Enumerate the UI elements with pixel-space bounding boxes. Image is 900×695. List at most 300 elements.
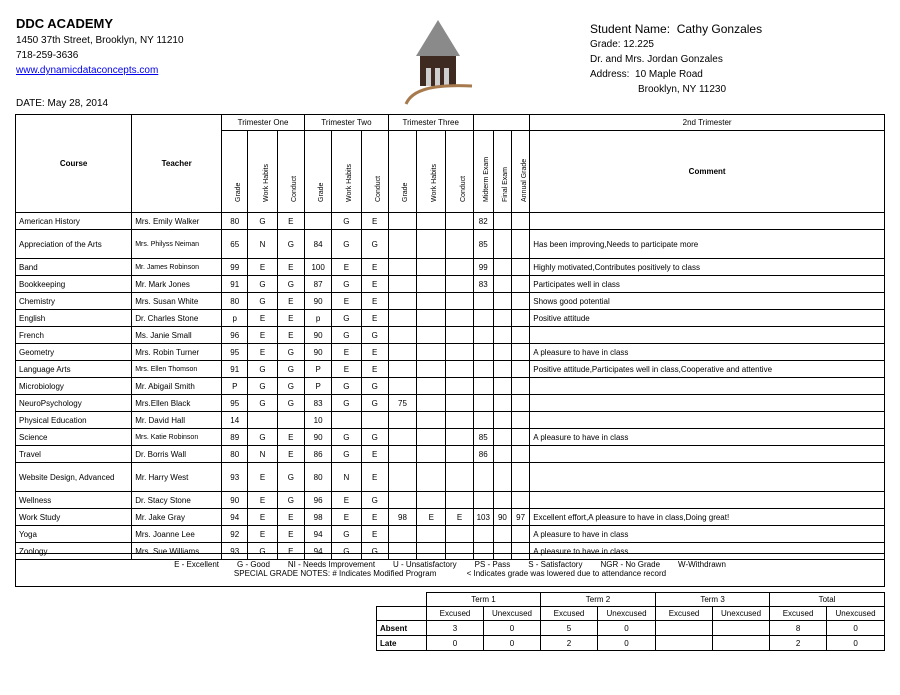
school-website-link[interactable]: www.dynamicdataconcepts.com <box>16 65 159 76</box>
course-cell: NeuroPsychology <box>16 395 132 412</box>
grade-cell-t3g <box>388 429 416 446</box>
attendance-row <box>377 636 885 651</box>
grade-cell-t3g <box>388 378 416 395</box>
grade-cell-ann <box>512 344 530 361</box>
table-row <box>16 492 885 509</box>
grade-cell-t3g <box>388 446 416 463</box>
grade-cell-t2c: E <box>361 259 388 276</box>
header-trimester-one: Trimester One <box>222 115 305 131</box>
grade-cell-t3g <box>388 230 416 259</box>
grade-cell-t1w: G <box>248 293 277 310</box>
grade-cell-t3c <box>446 213 473 230</box>
grade-cell-t3c <box>446 310 473 327</box>
grade-cell-t3g <box>388 327 416 344</box>
comment-cell <box>530 446 885 463</box>
grade-cell-t1w: E <box>248 463 277 492</box>
logo-ground-icon <box>406 86 472 104</box>
teacher-cell: Mr. Jake Gray <box>132 509 222 526</box>
grade-cell-t1c: E <box>277 327 304 344</box>
teacher-cell: Dr. Stacy Stone <box>132 492 222 509</box>
grade-cell-t1g: 93 <box>222 463 248 492</box>
course-cell: Work Study <box>16 509 132 526</box>
grade-cell-t1c: E <box>277 310 304 327</box>
grade-cell-t2c: E <box>361 213 388 230</box>
grade-cell-t2c: E <box>361 310 388 327</box>
grade-cell-t1c: E <box>277 509 304 526</box>
grade-cell-mid <box>473 361 493 378</box>
grade-cell-t1c: E <box>277 526 304 543</box>
grade-cell-t3c <box>446 463 473 492</box>
attendance-cell <box>713 621 770 636</box>
comment-cell <box>530 327 885 344</box>
grade-cell-t3w <box>417 429 446 446</box>
grade-cell-t2g: 90 <box>304 344 331 361</box>
grade-cell-mid <box>473 412 493 429</box>
course-cell: English <box>16 310 132 327</box>
grade-cell-t2c: G <box>361 395 388 412</box>
grade-cell-t2w: G <box>332 446 361 463</box>
grade-cell-fin <box>493 327 511 344</box>
grade-cell-fin <box>493 230 511 259</box>
term-1-header: Term 1 <box>427 593 541 607</box>
teacher-cell: Mr. Mark Jones <box>132 276 222 293</box>
teacher-cell: Mr. Abigail Smith <box>132 378 222 395</box>
grade-cell-fin <box>493 446 511 463</box>
student-address-line2: Brooklyn, NY 11230 <box>638 84 727 95</box>
attendance-cell: 3 <box>427 621 484 636</box>
grade-cell-t2w: G <box>332 230 361 259</box>
grade-cell-t3w <box>417 276 446 293</box>
grade-cell-t1w: G <box>248 378 277 395</box>
comment-cell <box>530 378 885 395</box>
legend-lowered-note: < Indicates grade was lowered due to attendance record <box>466 569 667 578</box>
grade-cell-ann <box>512 276 530 293</box>
term-3-header: Term 3 <box>656 593 770 607</box>
school-address: 1450 37th Street, Brooklyn, NY 11210 <box>16 35 184 46</box>
teacher-cell: Mrs. Ellen Thomson <box>132 361 222 378</box>
comment-cell: Shows good potential <box>530 293 885 310</box>
grade-cell-t2w: G <box>332 213 361 230</box>
course-cell: French <box>16 327 132 344</box>
grade-cell-mid <box>473 378 493 395</box>
grade-cell-t3g <box>388 526 416 543</box>
comment-cell: Positive attitude,Participates well in class,Cooperative and attentive <box>530 361 885 378</box>
grade-cell-t3c <box>446 395 473 412</box>
attendance-cell: 2 <box>770 636 827 651</box>
grade-cell-t2c: G <box>361 378 388 395</box>
grade-cell-t2w: G <box>332 395 361 412</box>
table-row <box>16 213 885 230</box>
grade-cell-t2w: G <box>332 378 361 395</box>
teacher-cell: Mrs. Sue Williams <box>132 543 222 560</box>
grade-cell-mid: 99 <box>473 259 493 276</box>
school-logo <box>402 18 474 108</box>
grade-cell-mid: 103 <box>473 509 493 526</box>
grade-cell-t2c: G <box>361 492 388 509</box>
course-cell: Travel <box>16 446 132 463</box>
grade-cell-t3c <box>446 378 473 395</box>
grade-cell-t1w: N <box>248 446 277 463</box>
grade-cell-t1w: G <box>248 429 277 446</box>
grade-cell-fin <box>493 259 511 276</box>
grade-cell-t3c <box>446 526 473 543</box>
table-row <box>16 412 885 429</box>
grade-cell-t2g: 90 <box>304 429 331 446</box>
teacher-cell: Mr. Harry West <box>132 463 222 492</box>
grade-cell-mid <box>473 492 493 509</box>
grade-cell-ann <box>512 429 530 446</box>
grade-cell-t2w: G <box>332 543 361 560</box>
grade-cell-ann <box>512 463 530 492</box>
grade-cell-t1w: E <box>248 344 277 361</box>
grade-cell-t1w: E <box>248 492 277 509</box>
grade-cell-t2g <box>304 213 331 230</box>
grade-cell-ann <box>512 213 530 230</box>
student-parents: Dr. and Mrs. Jordan Gonzales <box>590 54 723 65</box>
school-name: DDC ACADEMY <box>16 16 114 31</box>
grade-cell-t3w <box>417 293 446 310</box>
header-comment: Comment <box>530 131 885 213</box>
grade-cell-fin <box>493 213 511 230</box>
legend-item: U - Unsatisfactory <box>393 560 457 569</box>
header-t1-grade: Grade <box>222 131 248 213</box>
grade-cell-t2w: G <box>332 526 361 543</box>
table-row <box>16 463 885 492</box>
course-cell: Wellness <box>16 492 132 509</box>
attendance-cell: 0 <box>598 636 656 651</box>
grade-cell-t1g: 91 <box>222 361 248 378</box>
grade-cell-t2c <box>361 412 388 429</box>
grade-cell-t2g: 83 <box>304 395 331 412</box>
grade-cell-t2c: E <box>361 293 388 310</box>
grade-cell-t2w: N <box>332 463 361 492</box>
attendance-row-label: Absent <box>377 621 427 636</box>
teacher-cell: Mrs. Susan White <box>132 293 222 310</box>
grade-cell-t3c <box>446 327 473 344</box>
grade-cell-t1g: 96 <box>222 327 248 344</box>
total-header: Total <box>770 593 885 607</box>
grade-cell-fin: 90 <box>493 509 511 526</box>
grade-cell-fin <box>493 344 511 361</box>
grade-cell-t1c: G <box>277 276 304 293</box>
grade-cell-t1g: P <box>222 378 248 395</box>
attendance-cell: 8 <box>770 621 827 636</box>
grade-cell-t3w <box>417 463 446 492</box>
comment-cell <box>530 213 885 230</box>
grade-cell-ann <box>512 361 530 378</box>
grade-cell-t1c: E <box>277 293 304 310</box>
grade-cell-fin <box>493 526 511 543</box>
grade-cell-t1w <box>248 412 277 429</box>
grade-cell-t3c: E <box>446 509 473 526</box>
grade-cell-t2c: E <box>361 509 388 526</box>
grades-table <box>15 114 885 560</box>
grade-cell-t2g: 94 <box>304 543 331 560</box>
legend-special-notes: SPECIAL GRADE NOTES: # Indicates Modified Program <box>233 569 437 578</box>
comment-cell: Has been improving,Needs to participate more <box>530 230 885 259</box>
course-cell: Website Design, Advanced <box>16 463 132 492</box>
course-cell: Physical Education <box>16 412 132 429</box>
attendance-cell <box>656 621 713 636</box>
grade-cell-t1g: 89 <box>222 429 248 446</box>
attendance-cell: 0 <box>827 621 885 636</box>
grade-cell-t2w: G <box>332 429 361 446</box>
grade-cell-t1w: E <box>248 327 277 344</box>
comment-cell: Highly motivated,Contributes positively to class <box>530 259 885 276</box>
grade-cell-t1c: G <box>277 361 304 378</box>
grade-cell-t1c: G <box>277 230 304 259</box>
student-info <box>590 22 762 97</box>
grade-cell-t3g <box>388 259 416 276</box>
table-row <box>16 429 885 446</box>
grade-cell-t3c <box>446 276 473 293</box>
grade-cell-mid <box>473 344 493 361</box>
grade-cell-ann <box>512 526 530 543</box>
grade-cell-ann <box>512 446 530 463</box>
grade-cell-t2w: G <box>332 276 361 293</box>
excused-header: Excused <box>427 607 484 621</box>
logo-roof-icon <box>416 20 460 56</box>
grade-cell-t3g <box>388 293 416 310</box>
attendance-cell: 0 <box>484 636 541 651</box>
table-row <box>16 509 885 526</box>
teacher-cell: Mrs. Joanne Lee <box>132 526 222 543</box>
grade-cell-t1g: 80 <box>222 446 248 463</box>
grade-cell-t1g: 99 <box>222 259 248 276</box>
comment-cell: A pleasure to have in class <box>530 543 885 560</box>
grade-cell-t1w: E <box>248 259 277 276</box>
header-t3-grade: Grade <box>388 131 416 213</box>
grade-cell-t3g <box>388 213 416 230</box>
course-cell: Band <box>16 259 132 276</box>
grade-cell-t2c: E <box>361 344 388 361</box>
grade-cell-fin <box>493 492 511 509</box>
header-teacher: Teacher <box>132 115 222 213</box>
grade-cell-t3g <box>388 276 416 293</box>
attendance-cell <box>713 636 770 651</box>
header-course: Course <box>16 115 132 213</box>
grade-cell-t3w <box>417 446 446 463</box>
unexcused-header: Unexcused <box>713 607 770 621</box>
grade-cell-t2c: E <box>361 446 388 463</box>
grade-cell-t3w <box>417 344 446 361</box>
attendance-cell: 2 <box>541 636 598 651</box>
course-cell: Science <box>16 429 132 446</box>
table-row <box>16 446 885 463</box>
grade-cell-t3g: 75 <box>388 395 416 412</box>
legend-item: NI - Needs Improvement <box>287 560 376 569</box>
grade-cell-t2g: p <box>304 310 331 327</box>
grade-cell-t2w <box>332 412 361 429</box>
course-cell: Appreciation of the Arts <box>16 230 132 259</box>
grade-cell-t2c: E <box>361 276 388 293</box>
legend-item: W-Withdrawn <box>678 560 726 569</box>
grade-cell-t2w: E <box>332 293 361 310</box>
grade-cell-t1c: E <box>277 259 304 276</box>
grade-cell-fin <box>493 412 511 429</box>
grade-cell-t1w: G <box>248 213 277 230</box>
grade-cell-t3w <box>417 395 446 412</box>
header-t3-conduct: Conduct <box>446 131 473 213</box>
grade-cell-t2w: E <box>332 361 361 378</box>
grade-cell-t2g: 94 <box>304 526 331 543</box>
grade-cell-t1w: G <box>248 543 277 560</box>
grade-legend <box>15 553 885 587</box>
grade-cell-t1c: G <box>277 492 304 509</box>
grade-cell-ann <box>512 259 530 276</box>
grade-cell-t2w: E <box>332 509 361 526</box>
grade-cell-t3w <box>417 378 446 395</box>
table-row <box>16 327 885 344</box>
grade-cell-t2c: G <box>361 230 388 259</box>
grade-cell-t3w <box>417 213 446 230</box>
grade-cell-t3g <box>388 412 416 429</box>
legend-item: E - Excellent <box>174 560 219 569</box>
grade-cell-t2g: 10 <box>304 412 331 429</box>
grade-cell-t3c <box>446 259 473 276</box>
comment-cell: A pleasure to have in class <box>530 344 885 361</box>
grade-cell-t1c: G <box>277 395 304 412</box>
grade-cell-t3w <box>417 327 446 344</box>
grade-cell-t1g: 94 <box>222 509 248 526</box>
grade-cell-t3w <box>417 259 446 276</box>
teacher-cell: Mr. David Hall <box>132 412 222 429</box>
attendance-row-label: Late <box>377 636 427 651</box>
course-cell: Zoology <box>16 543 132 560</box>
grade-cell-t1c: E <box>277 446 304 463</box>
comment-cell: A pleasure to have in class <box>530 526 885 543</box>
grade-cell-mid: 85 <box>473 429 493 446</box>
grade-cell-t1g: 95 <box>222 395 248 412</box>
grade-cell-t3c <box>446 293 473 310</box>
grade-cell-t3g <box>388 492 416 509</box>
attendance-cell: 0 <box>598 621 656 636</box>
attendance-table <box>376 592 885 651</box>
comment-cell: Positive attitude <box>530 310 885 327</box>
header-annual-grade: Annual Grade <box>512 131 530 213</box>
grade-cell-ann <box>512 378 530 395</box>
grade-cell-t2g: 90 <box>304 327 331 344</box>
grade-cell-fin <box>493 463 511 492</box>
grade-cell-ann <box>512 327 530 344</box>
grade-cell-ann <box>512 492 530 509</box>
grade-cell-t2g: P <box>304 361 331 378</box>
header-final-exam: Final Exam <box>493 131 511 213</box>
grade-cell-t2g: 86 <box>304 446 331 463</box>
student-name-label: Student Name: <box>590 22 671 36</box>
grade-cell-t2c: G <box>361 543 388 560</box>
grade-cell-t3c <box>446 446 473 463</box>
grade-cell-t2g: 87 <box>304 276 331 293</box>
grade-cell-t3g <box>388 361 416 378</box>
grade-cell-t1c: E <box>277 213 304 230</box>
school-info <box>16 16 184 78</box>
student-grade: Grade: 12.225 <box>590 39 654 50</box>
comment-cell <box>530 412 885 429</box>
attendance-cell: 0 <box>484 621 541 636</box>
unexcused-header: Unexcused <box>484 607 541 621</box>
school-phone: 718-259-3636 <box>16 50 79 61</box>
grade-cell-t1g: p <box>222 310 248 327</box>
grade-cell-t2w: G <box>332 310 361 327</box>
grade-cell-t3w <box>417 230 446 259</box>
grade-cell-mid <box>473 395 493 412</box>
grade-cell-t1g: 93 <box>222 543 248 560</box>
grade-cell-t2w: G <box>332 327 361 344</box>
grade-cell-t1c: G <box>277 344 304 361</box>
unexcused-header: Unexcused <box>598 607 656 621</box>
attendance-cell: 5 <box>541 621 598 636</box>
grade-cell-t1w: G <box>248 395 277 412</box>
course-cell: Language Arts <box>16 361 132 378</box>
grade-cell-mid: 85 <box>473 230 493 259</box>
excused-header: Excused <box>770 607 827 621</box>
grade-cell-t1g: 91 <box>222 276 248 293</box>
header-t1-conduct: Conduct <box>277 131 304 213</box>
grade-cell-t2g: 80 <box>304 463 331 492</box>
attendance-cell <box>656 636 713 651</box>
table-row <box>16 230 885 259</box>
header-t1-work-habits: Work Habits <box>248 131 277 213</box>
teacher-cell: Mrs.Ellen Black <box>132 395 222 412</box>
grade-cell-t1g: 90 <box>222 492 248 509</box>
comment-cell: A pleasure to have in class <box>530 429 885 446</box>
grade-cell-ann <box>512 310 530 327</box>
header-trimester-two: Trimester Two <box>304 115 388 131</box>
grade-cell-t2g: 90 <box>304 293 331 310</box>
legend-item: G - Good <box>237 560 270 569</box>
teacher-cell: Mrs. Robin Turner <box>132 344 222 361</box>
teacher-cell: Mr. James Robinson <box>132 259 222 276</box>
grade-cell-ann <box>512 230 530 259</box>
teacher-cell: Mrs. Katie Robinson <box>132 429 222 446</box>
grade-cell-fin <box>493 310 511 327</box>
grade-cell-t3c <box>446 361 473 378</box>
grade-cell-t1g: 95 <box>222 344 248 361</box>
table-row <box>16 395 885 412</box>
unexcused-header: Unexcused <box>827 607 885 621</box>
grade-cell-t2c: E <box>361 463 388 492</box>
grade-cell-fin <box>493 276 511 293</box>
student-name: Cathy Gonzales <box>676 22 763 36</box>
table-row <box>16 361 885 378</box>
grade-cell-mid <box>473 327 493 344</box>
grade-cell-t1c: E <box>277 543 304 560</box>
grade-cell-ann <box>512 293 530 310</box>
grade-cell-t2w: E <box>332 344 361 361</box>
comment-cell <box>530 395 885 412</box>
grade-cell-t1c: G <box>277 378 304 395</box>
grade-cell-t1g: 80 <box>222 293 248 310</box>
grade-cell-t1w: E <box>248 509 277 526</box>
teacher-cell: Mrs. Philyss Neiman <box>132 230 222 259</box>
student-address-line1: 10 Maple Road <box>635 69 703 80</box>
grade-cell-t1c <box>277 412 304 429</box>
grade-cell-t2c: E <box>361 361 388 378</box>
grade-cell-t1c: G <box>277 463 304 492</box>
grade-cell-t3g <box>388 344 416 361</box>
grade-cell-mid <box>473 463 493 492</box>
attendance-row <box>377 621 885 636</box>
grade-cell-t3g <box>388 310 416 327</box>
course-cell: Geometry <box>16 344 132 361</box>
grade-cell-fin <box>493 395 511 412</box>
teacher-cell: Ms. Janie Small <box>132 327 222 344</box>
teacher-cell: Dr. Borris Wall <box>132 446 222 463</box>
grade-cell-t3w <box>417 526 446 543</box>
teacher-cell: Dr. Charles Stone <box>132 310 222 327</box>
grade-cell-t3c <box>446 492 473 509</box>
